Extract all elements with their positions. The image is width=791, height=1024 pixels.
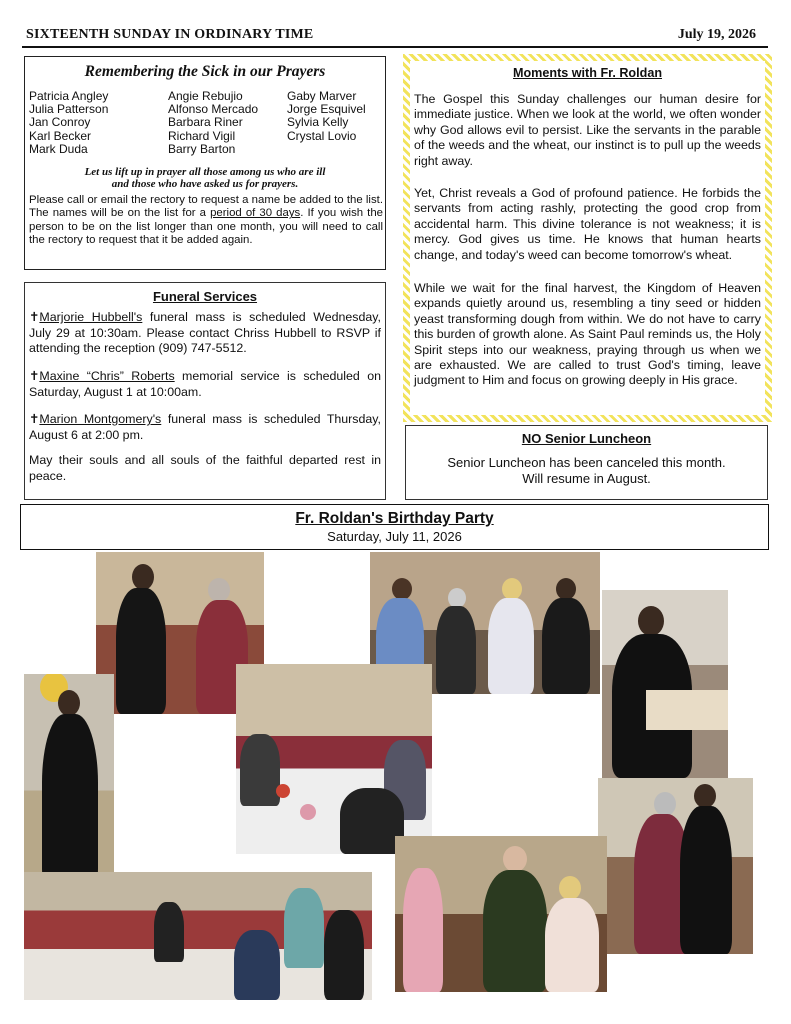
note-text: Please call or email the rectory to request a name be added to the list. The names will be on the list for a [29,194,383,220]
sick-name: Mark Duda [29,141,88,156]
moments-box [403,54,772,422]
names-column-3 [287,90,366,143]
photo-hall [24,872,372,1000]
funeral-closing: May their souls and all souls of the faithful departed rest in peace. [29,453,381,483]
sick-note [29,194,383,248]
deceased-name: Marion Montgomery's [39,412,162,426]
names-column-1 [29,90,108,156]
moments-paragraph: Yet, Christ reveals a God of profound patience. He forbids the servants from acting rashly, protecting the good crop from accidental harm. This divine tolerance is not weakness; it is mercy. God gives us time. He knows that human hearts change, and today's weed can become tomorrow's wheat. [414,186,761,262]
sick-name: Alfonso Mercado [168,102,259,117]
sick-name: Jan Conroy [29,115,91,130]
bulletin-date: July 19, 2026 [677,27,756,42]
deceased-name: Maxine “Chris” Roberts [39,369,175,383]
sick-name: Julia Patterson [29,102,109,117]
photo-saxophone [24,674,114,886]
sick-prayer-box [24,56,386,270]
deceased-name: Marjorie Hubbell's [39,310,143,324]
sick-title: Remembering the Sick in our Prayers [84,63,326,80]
moments-paragraph: The Gospel this Sunday challenges our human desire for immediate justice. When we look at the world, we often wonder why God allows evil to persist. Like the servants in the parable of the weeds and the wheat, our instinct is to pull up the weeds right away. [414,92,761,168]
sick-name: Crystal Lovio [287,128,357,143]
funeral-detail: memorial service is scheduled on Saturday, August 1 at 10:00am. [29,369,381,399]
cross-icon: ✝ [29,369,40,383]
luncheon-box [405,425,768,500]
moments-title-text: Moments with Fr. Roldan [512,66,663,80]
sick-name: Richard Vigil [168,128,236,143]
luncheon-line-1: Senior Luncheon has been canceled this month. [447,455,726,470]
photo-table [236,664,432,854]
sick-name: Patricia Angley [29,89,109,103]
sick-name: Angie Rebujio [168,89,243,103]
funeral-item [29,369,381,400]
cross-icon: ✝ [29,310,40,324]
luncheon-title [406,431,767,446]
funeral-title [25,289,385,304]
moments-inner [410,61,765,415]
party-title-text: Fr. Roldan's Birthday Party [295,510,494,527]
prayer-line-1: Let us lift up in prayer all those among us who are ill [84,166,326,178]
funeral-item [29,412,381,443]
moments-title [410,66,765,80]
note-text-end: . If you wish the person to be on the list longer than one month, you will need to call the rectory to request that it be added again. [29,207,384,247]
photo-speech [602,590,728,778]
sick-name: Gaby Marver [287,89,357,103]
luncheon-body [406,455,767,487]
party-title [21,510,768,528]
photo-guests [395,836,607,992]
cross-icon: ✝ [29,412,40,426]
funeral-services-box [24,282,386,500]
funeral-title-text: Funeral Services [152,289,258,304]
prayer-line [25,166,385,190]
birthday-banner [20,504,769,550]
photo-dance [598,778,753,954]
funeral-detail: funeral mass is scheduled Thursday, August 6 at 2:00 pm. [29,412,381,442]
sick-name: Karl Becker [29,128,92,143]
sick-name: Barry Barton [168,141,236,156]
party-date: Saturday, July 11, 2026 [327,529,462,544]
sick-name: Sylvia Kelly [287,115,349,130]
funeral-detail: funeral mass is scheduled Wednesday, July 29 at 10:30am. Please contact Chriss Hubbell to RSVP if attending the reception (909) 747-5512. [29,310,381,355]
funeral-item [29,310,381,357]
sick-name: Barbara Riner [168,115,243,130]
luncheon-line-2: Will resume in August. [522,471,651,486]
prayer-line-2: and those who have asked us for prayers. [111,178,299,190]
note-period: period of 30 days [210,207,301,220]
luncheon-title-text: NO Senior Luncheon [521,431,652,446]
sick-name: Jorge Esquivel [287,102,366,117]
moments-paragraph: While we wait for the final harvest, the Kingdom of Heaven expands quietly around us, resembling a tiny seed or hidden yeast transforming dough from within. We do not have to carry this burden of growth alone. As Saint Paul reminds us, the Holy Spirit steps into our weakness, praying through us when we are exhausted. We are called to trust God's timing, leave judgment to Him and focus on growing deeply in His grace. [414,281,761,388]
liturgical-day: SIXTEENTH SUNDAY IN ORDINARY TIME [26,27,314,42]
names-column-2 [168,90,258,156]
page-header [22,24,768,48]
